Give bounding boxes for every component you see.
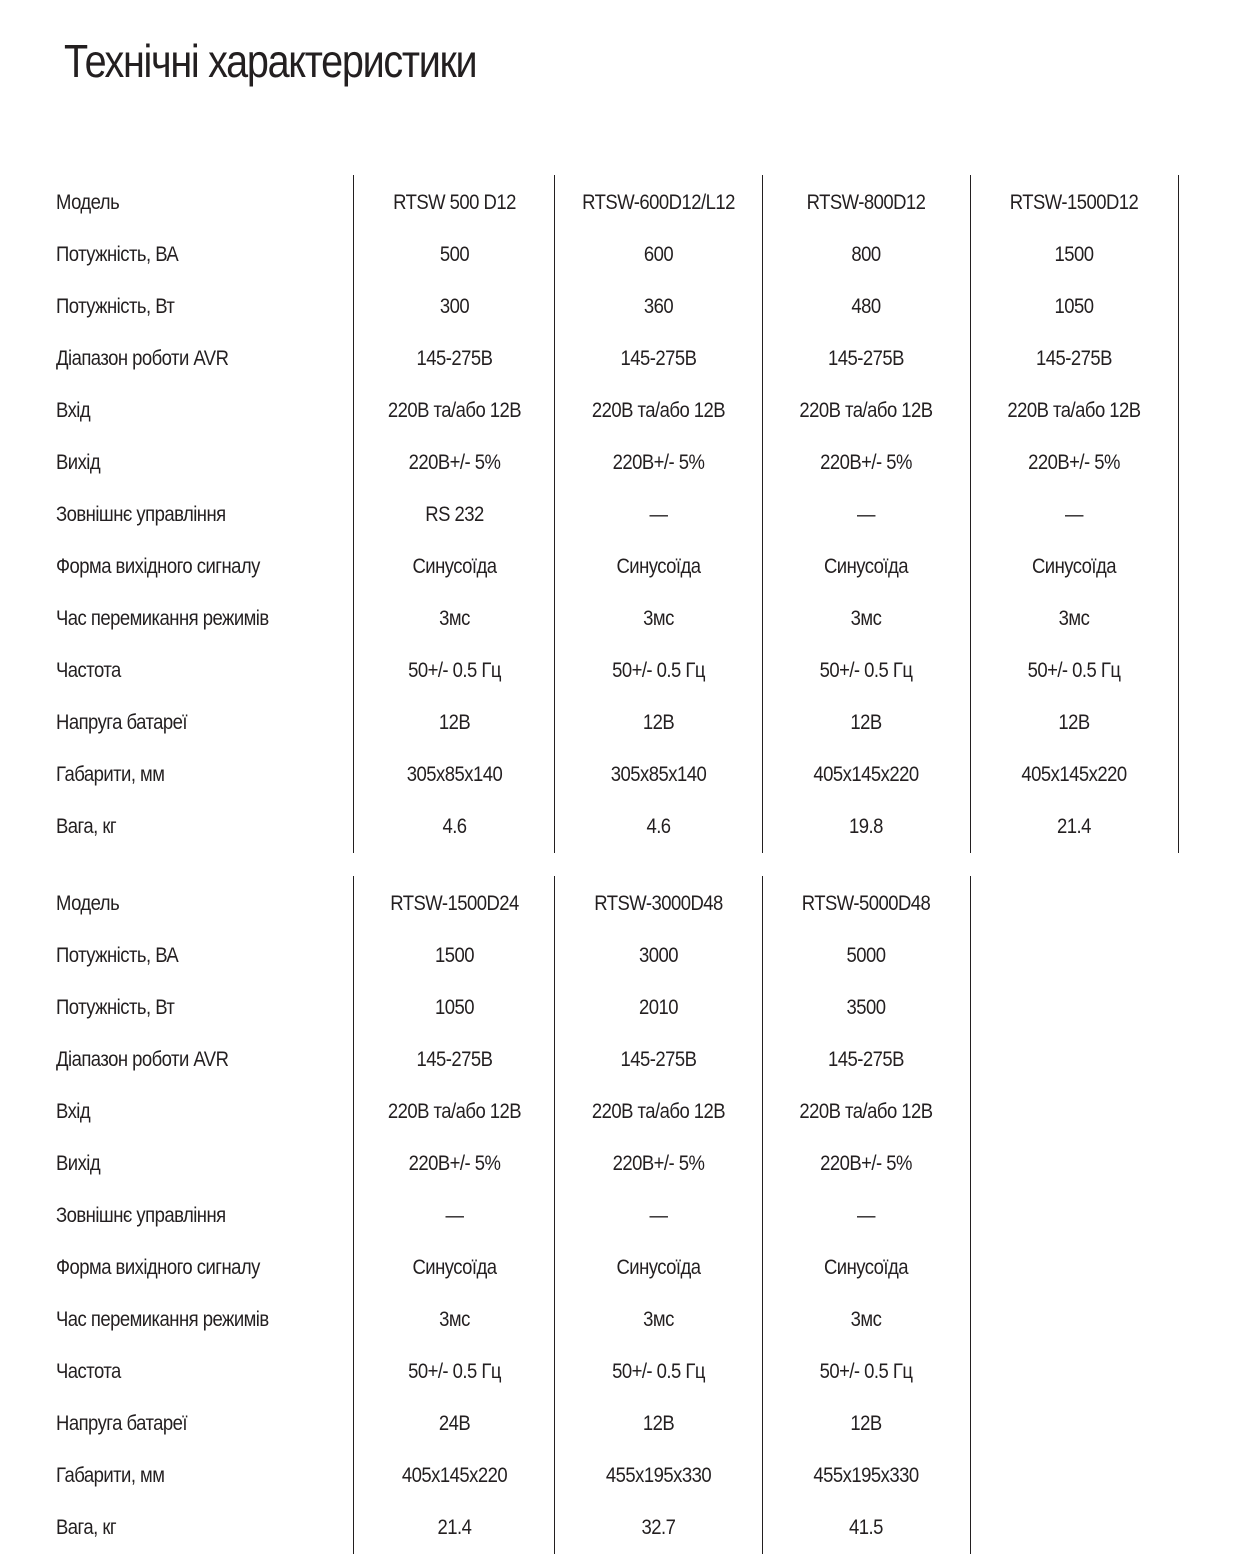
spec-value: 220В+/- 5% (612, 1152, 705, 1175)
table-row (0, 487, 1256, 539)
spec-value: 12В (642, 1412, 675, 1435)
row-label: Діапазон роботи AVR (56, 1048, 229, 1071)
spec-value: 3мс (439, 1308, 470, 1331)
spec-value: 3мс (643, 607, 674, 630)
row-label: Габарити, мм (56, 1464, 165, 1487)
spec-value: 32.7 (641, 1516, 676, 1539)
spec-value: 220В та/або 12В (799, 1100, 933, 1123)
spec-value: 145-275В (828, 1048, 904, 1071)
spec-value: 220В та/або 12В (387, 1100, 522, 1123)
table-row (0, 1500, 1256, 1552)
spec-value: — (1065, 503, 1083, 526)
column-divider (353, 876, 354, 1554)
spec-value: 145-275В (416, 347, 493, 370)
spec-value: RS 232 (425, 503, 484, 526)
row-label: Напруга батареї (56, 1412, 188, 1435)
spec-value: — (857, 1204, 875, 1227)
table-row (0, 1032, 1256, 1084)
page-title: Технічні характеристики (64, 35, 477, 87)
column-divider (970, 175, 971, 853)
table-row (0, 1292, 1256, 1344)
table-row (0, 1396, 1256, 1448)
spec-value: 4.6 (442, 815, 467, 838)
table-row (0, 799, 1256, 851)
spec-value: 220В та/або 12В (799, 399, 933, 422)
table-row (0, 643, 1256, 695)
spec-value: 800 (851, 243, 881, 266)
row-label: Габарити, мм (56, 763, 165, 786)
spec-table (0, 876, 1256, 1552)
column-divider (762, 876, 763, 1554)
spec-value: Синусоїда (823, 555, 909, 578)
column-divider (554, 876, 555, 1554)
row-label: Час перемикання режимів (56, 1308, 269, 1331)
table-row (0, 1240, 1256, 1292)
spec-value: 220В+/- 5% (408, 451, 501, 474)
spec-value: — (649, 1204, 668, 1227)
spec-value: Синусоїда (412, 555, 497, 578)
table-row (0, 1344, 1256, 1396)
spec-value: 220В+/- 5% (820, 1152, 912, 1175)
table-row (0, 227, 1256, 279)
row-label: Частота (56, 1360, 121, 1383)
spec-value: 2010 (638, 996, 678, 1019)
spec-value: Синусоїда (616, 555, 701, 578)
spec-value: 480 (851, 295, 881, 318)
row-label: Вхід (56, 399, 91, 422)
row-label: Модель (56, 892, 120, 915)
spec-value: — (857, 503, 875, 526)
spec-value: Синусоїда (823, 1256, 909, 1279)
spec-value: 220В та/або 12В (591, 1100, 726, 1123)
spec-value: 360 (643, 295, 674, 318)
column-divider (353, 175, 354, 853)
row-label: Діапазон роботи AVR (56, 347, 229, 370)
row-label: Зовнішнє управління (56, 1204, 226, 1227)
spec-value: 220В та/або 12В (387, 399, 522, 422)
spec-value: 12В (850, 711, 882, 734)
spec-value: 1500 (434, 944, 474, 967)
spec-value: 3мс (850, 607, 882, 630)
spec-value: 50+/- 0.5 Гц (819, 659, 913, 682)
spec-value: 41.5 (849, 1516, 883, 1539)
spec-value: 3мс (439, 607, 470, 630)
table-row (0, 876, 1256, 928)
spec-value: 220В+/- 5% (408, 1152, 501, 1175)
spec-value: — (445, 1204, 464, 1227)
table-row (0, 1136, 1256, 1188)
spec-value: 405x145x220 (1021, 763, 1127, 786)
model-name: RTSW-600D12/L12 (582, 191, 735, 214)
row-label: Форма вихідного сигналу (56, 1256, 260, 1279)
row-label: Потужність, ВА (56, 243, 179, 266)
spec-value: 300 (439, 295, 470, 318)
spec-value: 220В+/- 5% (1028, 451, 1120, 474)
model-name: RTSW-3000D48 (594, 892, 723, 915)
spec-value: 220В та/або 12В (591, 399, 726, 422)
model-name: RTSW 500 D12 (393, 191, 516, 214)
spec-value: Синусоїда (1031, 555, 1117, 578)
spec-value: 1050 (434, 996, 474, 1019)
spec-value: 50+/- 0.5 Гц (408, 1360, 501, 1383)
spec-value: 12В (1058, 711, 1090, 734)
table-row (0, 928, 1256, 980)
spec-table (0, 175, 1256, 851)
spec-value: 50+/- 0.5 Гц (819, 1360, 913, 1383)
row-label: Потужність, Вт (56, 295, 175, 318)
row-label: Вхід (56, 1100, 91, 1123)
model-name: RTSW-800D12 (806, 191, 926, 214)
spec-value: 220В+/- 5% (820, 451, 912, 474)
row-label: Потужність, ВА (56, 944, 179, 967)
column-divider (1178, 175, 1179, 853)
spec-value: 50+/- 0.5 Гц (1027, 659, 1121, 682)
spec-value: 12В (850, 1412, 882, 1435)
row-label: Зовнішнє управління (56, 503, 226, 526)
spec-value: 405x145x220 (401, 1464, 508, 1487)
model-name: RTSW-1500D24 (390, 892, 519, 915)
row-label: Вихід (56, 451, 101, 474)
spec-value: 3мс (850, 1308, 882, 1331)
table-row (0, 591, 1256, 643)
model-name: RTSW-1500D12 (1009, 191, 1139, 214)
row-label: Вихід (56, 1152, 101, 1175)
table-row (0, 331, 1256, 383)
spec-value: 5000 (846, 944, 886, 967)
spec-value: 21.4 (1057, 815, 1091, 838)
spec-value: 405x145x220 (813, 763, 919, 786)
spec-value: 220В+/- 5% (612, 451, 705, 474)
spec-value: 19.8 (849, 815, 883, 838)
spec-value: 12В (642, 711, 675, 734)
table-row (0, 279, 1256, 331)
table-row (0, 1448, 1256, 1500)
spec-value: 50+/- 0.5 Гц (612, 659, 705, 682)
spec-value: 145-275В (416, 1048, 493, 1071)
spec-value: 145-275В (620, 347, 697, 370)
spec-value: 1050 (1054, 295, 1094, 318)
row-label: Частота (56, 659, 121, 682)
row-label: Вага, кг (56, 1516, 117, 1539)
spec-value: 3мс (1058, 607, 1090, 630)
spec-value: 50+/- 0.5 Гц (612, 1360, 705, 1383)
spec-value: 145-275В (828, 347, 904, 370)
spec-value: 1500 (1054, 243, 1094, 266)
spec-value: 3мс (643, 1308, 674, 1331)
row-label: Вага, кг (56, 815, 117, 838)
spec-value: 4.6 (646, 815, 671, 838)
spec-value: 500 (439, 243, 470, 266)
spec-value: Синусоїда (616, 1256, 701, 1279)
column-divider (970, 876, 971, 1554)
table-row (0, 383, 1256, 435)
table-row (0, 695, 1256, 747)
spec-value: 145-275В (1036, 347, 1112, 370)
table-row (0, 980, 1256, 1032)
table-row (0, 539, 1256, 591)
spec-value: 145-275В (620, 1048, 697, 1071)
spec-value: 50+/- 0.5 Гц (408, 659, 501, 682)
table-row (0, 1188, 1256, 1240)
spec-value: 220В та/або 12В (1007, 399, 1141, 422)
row-label: Потужність, Вт (56, 996, 175, 1019)
spec-value: 12В (438, 711, 471, 734)
column-divider (554, 175, 555, 853)
row-label: Напруга батареї (56, 711, 188, 734)
row-label: Модель (56, 191, 120, 214)
row-label: Час перемикання режимів (56, 607, 269, 630)
column-divider (762, 175, 763, 853)
spec-value: 600 (643, 243, 674, 266)
row-label: Форма вихідного сигналу (56, 555, 260, 578)
spec-value: 305x85x140 (610, 763, 707, 786)
table-row (0, 1084, 1256, 1136)
spec-value: — (649, 503, 668, 526)
table-row (0, 435, 1256, 487)
spec-value: 3000 (638, 944, 678, 967)
spec-value: 455x195x330 (605, 1464, 712, 1487)
spec-value: 455x195x330 (813, 1464, 919, 1487)
spec-value: 24В (438, 1412, 471, 1435)
spec-value: 3500 (846, 996, 886, 1019)
spec-value: 305x85x140 (406, 763, 503, 786)
spec-value: Синусоїда (412, 1256, 497, 1279)
model-name: RTSW-5000D48 (801, 892, 931, 915)
table-row (0, 747, 1256, 799)
table-row (0, 175, 1256, 227)
spec-value: 21.4 (437, 1516, 472, 1539)
